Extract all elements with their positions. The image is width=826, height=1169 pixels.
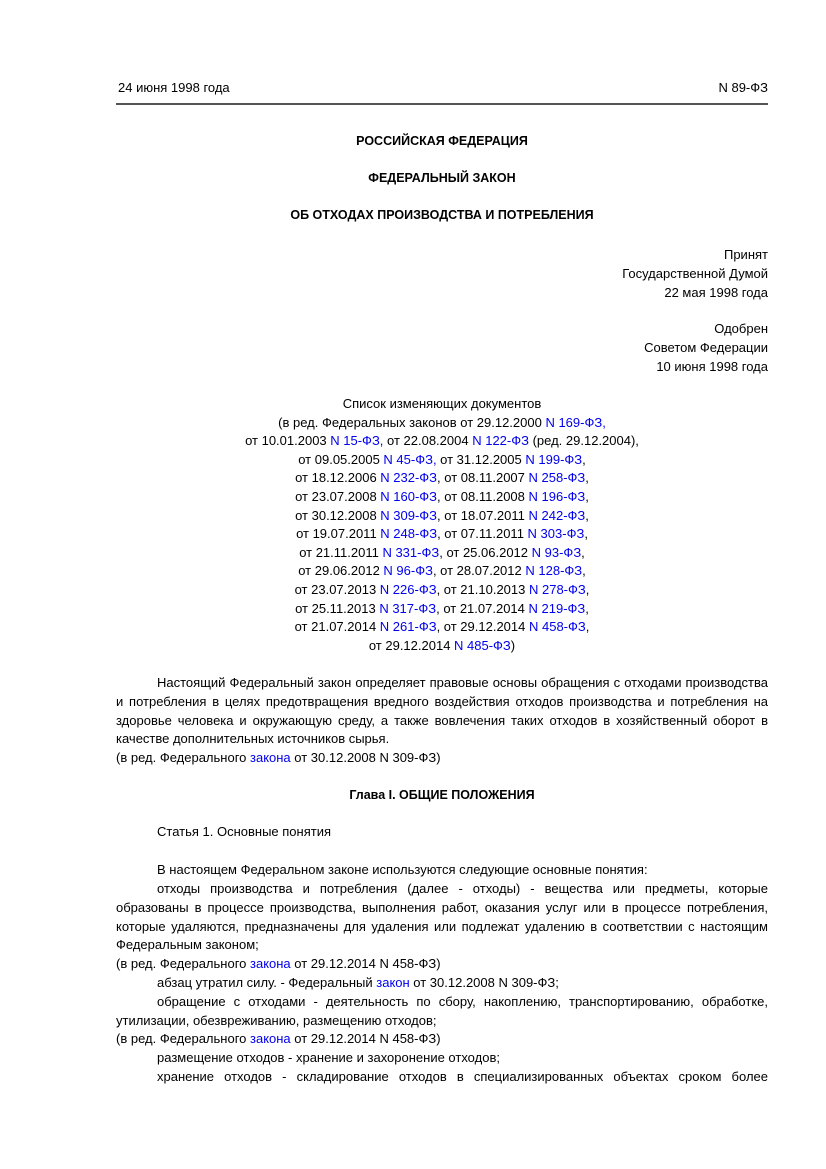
- approval-block: [644, 319, 768, 376]
- amendment-line: [116, 488, 768, 507]
- amendment-law-link[interactable]: N 196-ФЗ: [528, 488, 586, 504]
- amendment-text: от 10.01.2003: [245, 433, 331, 449]
- amendment-text: ,: [585, 488, 589, 504]
- law-link[interactable]: закона: [250, 956, 291, 971]
- edit-note-prefix: (в ред. Федерального: [116, 1031, 250, 1046]
- amendment-law-link[interactable]: N 219-ФЗ: [528, 600, 586, 616]
- preamble-text: Настоящий Федеральный закон определяет правовые основы обращения с отходами производства и потребления в целях предотвращения вредного воздействия отходов производства и потребления на здоровье человека и окружающую среду, а также вовлечения таких отходов в хозяйственный оборот в качестве дополнительных источников сырья.: [116, 675, 768, 747]
- amendment-law-link[interactable]: N 303-ФЗ: [527, 526, 585, 542]
- amendment-text: ,: [582, 563, 586, 579]
- amendment-text: от 21.07.2014: [294, 619, 380, 635]
- repealed-prefix: абзац утратил силу. - Федеральный: [157, 975, 377, 990]
- amendment-law-link[interactable]: N 128-ФЗ: [525, 563, 583, 579]
- edit-note-2: [116, 1030, 768, 1049]
- amendment-law-link[interactable]: N 122-ФЗ: [472, 433, 529, 449]
- amendment-law-link[interactable]: N 232-ФЗ: [380, 470, 438, 486]
- adopted-by: Государственной Думой: [622, 266, 768, 281]
- edit-note-suffix: от 29.12.2014 N 458-ФЗ): [290, 956, 441, 971]
- amendments-list: [116, 395, 768, 655]
- amendment-text: ,: [585, 600, 589, 616]
- amendment-text: , от 21.07.2014: [436, 600, 529, 616]
- edit-note-prefix: (в ред. Федерального: [116, 750, 250, 765]
- amendment-line: [116, 432, 768, 451]
- law-link[interactable]: закон: [376, 975, 410, 990]
- amendment-text: , от 29.12.2014: [436, 619, 529, 635]
- definition-handling: обращение с отходами - деятельность по сбору, накоплению, транспортированию, обработке, утилизации, обезвреживанию, размещению отходов;: [116, 994, 768, 1028]
- amendment-law-link[interactable]: N 309-ФЗ: [380, 507, 438, 523]
- amendment-law-link[interactable]: N 93-ФЗ: [531, 544, 582, 560]
- adoption-block: [622, 245, 768, 302]
- amendment-law-link[interactable]: N 169-ФЗ,: [545, 414, 606, 430]
- approved-label: Одобрен: [714, 321, 768, 336]
- amendment-text: , от 08.11.2008: [437, 488, 529, 504]
- amendment-text: ,: [582, 451, 586, 467]
- amendment-line: [116, 544, 768, 563]
- repealed-suffix: от 30.12.2008 N 309-ФЗ;: [409, 975, 559, 990]
- edit-note-suffix: от 30.12.2008 N 309-ФЗ): [290, 750, 441, 765]
- repealed-paragraph: [116, 974, 768, 993]
- amendment-law-link[interactable]: N 261-ФЗ: [379, 619, 437, 635]
- amendment-law-link[interactable]: N 199-ФЗ: [525, 451, 583, 467]
- doc-type-title: ФЕДЕРАЛЬНЫЙ ЗАКОН: [368, 171, 516, 185]
- amendment-text: , от 18.07.2011: [437, 507, 529, 523]
- amendment-law-link[interactable]: N 248-ФЗ: [380, 526, 438, 542]
- amendment-text: , от 21.10.2013: [436, 581, 529, 597]
- amendment-law-link[interactable]: N 226-ФЗ: [379, 581, 437, 597]
- amendments-lines: [116, 414, 768, 656]
- edit-note-suffix: от 29.12.2014 N 458-ФЗ): [290, 1031, 441, 1046]
- definition-waste: отходы производства и потребления (далее - отходы) - вещества или предметы, которые образованы в процессе производства, выполнения работ, оказания услуг или в процессе потребления, которые удаляются, предназначены для удаления или подлежат удалению в соответствии с настоящим Федеральным законом;: [116, 881, 768, 953]
- doc-name-title: ОБ ОТХОДАХ ПРОИЗВОДСТВА И ПОТРЕБЛЕНИЯ: [290, 208, 594, 222]
- amendment-line: [116, 637, 768, 656]
- amendment-text: от 22.08.2004: [383, 433, 473, 449]
- amendment-text: , от 25.06.2012: [439, 544, 532, 560]
- amendment-text: от 09.05.2005: [298, 451, 384, 467]
- amendment-law-link[interactable]: N 15-ФЗ,: [330, 433, 384, 449]
- amendment-text: (ред. 29.12.2004),: [528, 433, 639, 449]
- amendment-law-link[interactable]: N 458-ФЗ: [528, 619, 586, 635]
- definition-storage: хранение отходов - складирование отходов в специализированных объектах сроком более: [157, 1069, 768, 1084]
- amendment-law-link[interactable]: N 160-ФЗ: [380, 488, 438, 504]
- amendment-text: от 30.12.2008: [295, 507, 381, 523]
- article-intro: В настоящем Федеральном законе используются следующие основные понятия:: [157, 862, 648, 877]
- amendment-text: от 25.11.2013: [295, 600, 380, 616]
- amendment-text: ): [510, 637, 516, 653]
- amendment-text: от 23.07.2008: [295, 488, 381, 504]
- preamble-edit-note: [116, 749, 768, 768]
- amendment-line: [116, 469, 768, 488]
- law-link[interactable]: закона: [250, 750, 291, 765]
- approved-by: Советом Федерации: [644, 340, 768, 355]
- amendment-text: (в ред. Федеральных законов от 29.12.2000: [278, 414, 546, 430]
- amendment-law-link[interactable]: N 278-ФЗ: [528, 581, 586, 597]
- amendment-line: [116, 581, 768, 600]
- amendment-text: ,: [585, 470, 589, 486]
- amendment-line: [116, 525, 768, 544]
- amendment-text: , от 07.11.2011: [437, 526, 528, 542]
- page-header: [116, 80, 768, 96]
- preamble-paragraph: [116, 674, 768, 749]
- amendment-law-link[interactable]: N 96-ФЗ: [383, 563, 433, 579]
- amendment-line: [116, 600, 768, 619]
- amendment-law-link[interactable]: N 258-ФЗ: [528, 470, 586, 486]
- amendment-text: ,: [585, 581, 590, 597]
- amendment-law-link[interactable]: N 485-ФЗ: [454, 637, 511, 653]
- amendment-text: от 29.06.2012: [298, 563, 384, 579]
- amendment-line: [116, 507, 768, 526]
- article-title: Статья 1. Основные понятия: [157, 824, 332, 839]
- definition-placement: размещение отходов - хранение и захоронение отходов;: [157, 1050, 500, 1065]
- amendment-line: [116, 562, 768, 581]
- amendment-line: [116, 414, 768, 433]
- amendment-text: от 29.12.2014: [368, 637, 455, 653]
- law-number: N 89-ФЗ: [718, 80, 768, 95]
- adopted-date: 22 мая 1998 года: [664, 285, 768, 300]
- amendment-text: ,: [584, 526, 588, 542]
- law-date: 24 июня 1998 года: [118, 80, 230, 95]
- chapter-title: Глава I. ОБЩИЕ ПОЛОЖЕНИЯ: [349, 788, 535, 802]
- adopted-label: Принят: [723, 247, 768, 262]
- law-link[interactable]: закона: [250, 1031, 291, 1046]
- amendment-law-link[interactable]: N 331-ФЗ: [382, 544, 440, 560]
- amendment-text: от 21.11.2011: [299, 544, 383, 560]
- amendment-text: , от 28.07.2012: [432, 563, 526, 579]
- amendment-text: ,: [585, 507, 589, 523]
- amendment-line: [116, 451, 768, 470]
- approved-date: 10 июня 1998 года: [656, 359, 768, 374]
- amendment-law-link[interactable]: N 317-ФЗ: [379, 600, 437, 616]
- amendment-text: от 23.07.2013: [294, 581, 380, 597]
- country-title: РОССИЙСКАЯ ФЕДЕРАЦИЯ: [356, 134, 528, 148]
- edit-note-1: [116, 955, 768, 974]
- amendment-text: от 19.07.2011: [296, 526, 381, 542]
- amendment-law-link[interactable]: N 45-ФЗ,: [383, 451, 437, 467]
- amendment-text: от 31.12.2005: [436, 451, 526, 467]
- amendment-text: ,: [585, 619, 590, 635]
- amendment-law-link[interactable]: N 242-ФЗ: [528, 507, 586, 523]
- amendment-text: , от 08.11.2007: [437, 470, 529, 486]
- amendments-heading: Список изменяющих документов: [342, 396, 542, 411]
- amendment-line: [116, 618, 768, 637]
- amendment-text: ,: [581, 544, 585, 560]
- header-divider: [116, 103, 768, 105]
- edit-note-prefix: (в ред. Федерального: [116, 956, 250, 971]
- amendment-text: от 18.12.2006: [295, 470, 381, 486]
